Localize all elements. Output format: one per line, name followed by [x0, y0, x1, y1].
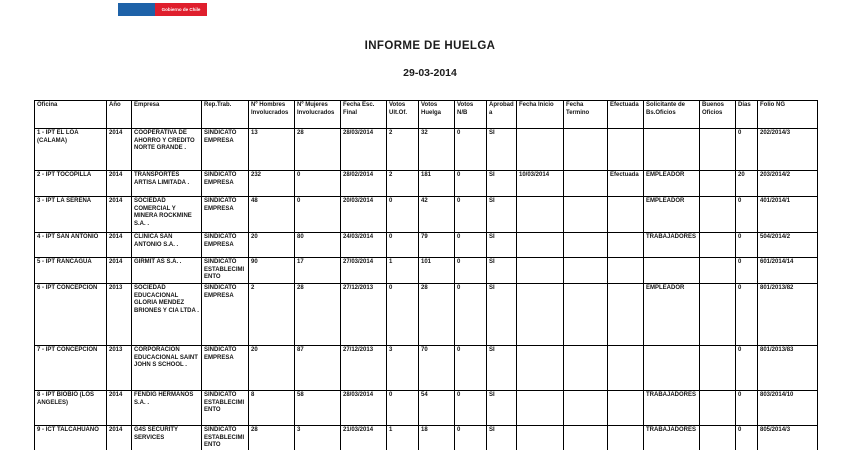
table-cell: 0 — [736, 391, 758, 426]
table-cell: 8 - IPT BIOBIO (LOS ANGELES) — [35, 391, 107, 426]
table-cell: SINDICATO EMPRESA — [202, 346, 249, 391]
table-cell — [517, 426, 564, 450]
table-cell: 21/03/2014 — [341, 426, 387, 450]
table-cell: 2014 — [107, 197, 132, 233]
table-cell: 20 — [249, 233, 295, 258]
table-cell: 0 — [736, 233, 758, 258]
table-cell: 0 — [455, 129, 487, 171]
table-cell — [564, 233, 608, 258]
table-cell: 2014 — [107, 426, 132, 450]
table-cell — [517, 391, 564, 426]
table-cell: 20 — [736, 171, 758, 197]
table-cell: 803/2014/10 — [758, 391, 818, 426]
table-cell: 28 — [295, 284, 341, 346]
table-cell: 2014 — [107, 391, 132, 426]
table-cell: SI — [487, 346, 517, 391]
table-cell: TRABAJADORES — [644, 391, 700, 426]
logo-red-block — [155, 3, 207, 16]
logo-text: Gobierno de Chile — [161, 7, 201, 12]
table-cell: 801/2013/82 — [758, 284, 818, 346]
table-cell: 79 — [419, 233, 455, 258]
table-cell: 232 — [249, 171, 295, 197]
table-cell: 2013 — [107, 284, 132, 346]
table-cell: SOCIEDAD EDUCACIONAL GLORIA MENDEZ BRIONES Y CIA LTDA . — [132, 284, 202, 346]
table-cell: 24/03/2014 — [341, 233, 387, 258]
table-cell: 2 - IPT TOCOPILLA — [35, 171, 107, 197]
column-header: Nº Mujeres Involucrados — [295, 101, 341, 129]
table-cell: 0 — [295, 197, 341, 233]
table-cell — [517, 197, 564, 233]
table-cell — [517, 284, 564, 346]
table-cell: SI — [487, 258, 517, 284]
table-row — [35, 284, 818, 346]
table-cell: 101 — [419, 258, 455, 284]
table-row — [35, 258, 818, 284]
table-cell: 20 — [249, 346, 295, 391]
table-cell — [517, 346, 564, 391]
table-cell: 10/03/2014 — [517, 171, 564, 197]
table-cell — [644, 346, 700, 391]
table-cell — [700, 171, 736, 197]
table-cell: 0 — [455, 171, 487, 197]
table-cell: 27/12/2013 — [341, 284, 387, 346]
table-cell: 3 - IPT LA SERENA — [35, 197, 107, 233]
table-cell: FENDIG HERMANOS S.A. . — [132, 391, 202, 426]
column-header: Votos N/B — [455, 101, 487, 129]
table-row — [35, 426, 818, 450]
table-cell: EMPLEADOR — [644, 197, 700, 233]
table-cell: 5 - IPT RANCAGUA — [35, 258, 107, 284]
table-cell: 3 — [295, 426, 341, 450]
table-cell: 0 — [736, 284, 758, 346]
logo-blue-block — [118, 3, 155, 16]
table-cell: TRABAJADORES — [644, 426, 700, 450]
table-cell — [700, 346, 736, 391]
table-cell: COOPERATIVA DE AHORRO Y CREDITO NORTE GRANDE . — [132, 129, 202, 171]
table-cell: 0 — [387, 391, 419, 426]
table-cell: CORPORACION EDUCACIONAL SAINT JOHN S SCHOOL . — [132, 346, 202, 391]
table-cell: 3 — [387, 346, 419, 391]
column-header: Solicitante de Bs.Oficios — [644, 101, 700, 129]
table-cell: 28/03/2014 — [341, 129, 387, 171]
table-cell: 0 — [736, 426, 758, 450]
table-cell: SINDICATO EMPRESA — [202, 197, 249, 233]
table-cell — [700, 391, 736, 426]
table-cell — [644, 258, 700, 284]
column-header: Oficina — [35, 101, 107, 129]
table-cell: 28 — [419, 284, 455, 346]
table-cell: EMPLEADOR — [644, 171, 700, 197]
table-cell: EMPLEADOR — [644, 284, 700, 346]
table-cell: SINDICATO EMPRESA — [202, 233, 249, 258]
table-cell: 0 — [455, 258, 487, 284]
page-title: INFORME DE HUELGA — [364, 40, 496, 52]
table-cell: 0 — [455, 346, 487, 391]
table-cell — [608, 346, 644, 391]
table-cell: 2014 — [107, 171, 132, 197]
column-header: Empresa — [132, 101, 202, 129]
table-cell: 2013 — [107, 346, 132, 391]
column-header: Rep.Trab. — [202, 101, 249, 129]
table-cell: 4 - IPT SAN ANTONIO — [35, 233, 107, 258]
column-header: Año — [107, 101, 132, 129]
table-cell: 0 — [455, 197, 487, 233]
table-cell — [517, 258, 564, 284]
table-cell — [564, 391, 608, 426]
table-cell: 58 — [295, 391, 341, 426]
table-cell — [644, 129, 700, 171]
table-cell: 601/2014/14 — [758, 258, 818, 284]
table-cell: 6 - IPT CONCEPCION — [35, 284, 107, 346]
table-cell: SINDICATO ESTABLECIMIENTO — [202, 258, 249, 284]
table-cell: 2 — [249, 284, 295, 346]
table-cell: 87 — [295, 346, 341, 391]
table-cell: 0 — [455, 391, 487, 426]
table-cell: SI — [487, 391, 517, 426]
table-cell: 28/03/2014 — [341, 391, 387, 426]
table-row — [35, 197, 818, 233]
table-cell — [564, 346, 608, 391]
gobierno-de-chile-logo — [118, 3, 207, 16]
table-cell: 1 — [387, 426, 419, 450]
table-cell: SINDICATO EMPRESA — [202, 171, 249, 197]
table-cell — [700, 233, 736, 258]
table-cell — [700, 426, 736, 450]
table-cell: 2014 — [107, 233, 132, 258]
column-header: Efectuada — [608, 101, 644, 129]
table-cell: 2 — [387, 171, 419, 197]
table-cell: 0 — [455, 233, 487, 258]
table-cell: Efectuada — [608, 171, 644, 197]
column-header: Votos Huelga — [419, 101, 455, 129]
table-cell — [608, 258, 644, 284]
table-cell: 28/02/2014 — [341, 171, 387, 197]
table-cell: SI — [487, 284, 517, 346]
table-cell: 17 — [295, 258, 341, 284]
table-header-row — [35, 101, 818, 129]
table-cell — [608, 197, 644, 233]
table-cell: 2014 — [107, 129, 132, 171]
table-cell: 27/03/2014 — [341, 258, 387, 284]
table-cell — [564, 129, 608, 171]
table-cell: 54 — [419, 391, 455, 426]
table-cell: 1 - IPT EL LOA (CALAMA) — [35, 129, 107, 171]
table-cell: SI — [487, 233, 517, 258]
table-cell: G4S SECURITY SERVICES — [132, 426, 202, 450]
column-header: Fecha Inicio — [517, 101, 564, 129]
table-cell: 2 — [387, 129, 419, 171]
table-cell — [608, 233, 644, 258]
table-cell — [700, 129, 736, 171]
table-cell: 801/2013/83 — [758, 346, 818, 391]
table-cell: 1 — [387, 258, 419, 284]
table-cell: 401/2014/1 — [758, 197, 818, 233]
column-header: Folio NG — [758, 101, 818, 129]
table-cell: 203/2014/2 — [758, 171, 818, 197]
table-cell: 0 — [736, 258, 758, 284]
strike-report-table — [34, 100, 818, 450]
table-cell — [700, 284, 736, 346]
table-cell: 70 — [419, 346, 455, 391]
column-header: Días — [736, 101, 758, 129]
table-row — [35, 171, 818, 197]
table-cell: SI — [487, 426, 517, 450]
table-cell — [700, 258, 736, 284]
table-cell — [517, 129, 564, 171]
table-cell: 80 — [295, 233, 341, 258]
table-cell: 32 — [419, 129, 455, 171]
table-cell: 18 — [419, 426, 455, 450]
table-cell — [517, 233, 564, 258]
table-row — [35, 391, 818, 426]
table-cell: 8 — [249, 391, 295, 426]
table-cell: 7 - IPT CONCEPCION — [35, 346, 107, 391]
table-cell: 28 — [249, 426, 295, 450]
table-row — [35, 129, 818, 171]
table-cell — [564, 171, 608, 197]
table-cell: 90 — [249, 258, 295, 284]
table-cell: 27/12/2013 — [341, 346, 387, 391]
table-cell: 181 — [419, 171, 455, 197]
table-row — [35, 346, 818, 391]
table-cell — [564, 426, 608, 450]
table-cell: GIRMIT AS S.A. . — [132, 258, 202, 284]
table-cell — [564, 284, 608, 346]
table-cell: 13 — [249, 129, 295, 171]
table-cell — [564, 197, 608, 233]
table-cell: TRANSPORTES ARTISA LIMITADA . — [132, 171, 202, 197]
column-header: Aprobada — [487, 101, 517, 129]
table-cell: 0 — [736, 346, 758, 391]
table-cell: SINDICATO ESTABLECIMIENTO — [202, 426, 249, 450]
table-cell: 805/2014/3 — [758, 426, 818, 450]
table-cell — [608, 284, 644, 346]
table-cell — [564, 258, 608, 284]
table-cell: SI — [487, 129, 517, 171]
table-cell — [608, 129, 644, 171]
table-cell — [700, 197, 736, 233]
table-cell: 9 - ICT TALCAHUANO — [35, 426, 107, 450]
table-cell: 28 — [295, 129, 341, 171]
table-cell: CLINICA SAN ANTONIO S.A. . — [132, 233, 202, 258]
column-header: Fecha Termino — [564, 101, 608, 129]
table-cell: 0 — [455, 426, 487, 450]
table-cell: SI — [487, 197, 517, 233]
column-header: Nº Hombres Involucrados — [249, 101, 295, 129]
table-cell — [608, 426, 644, 450]
table-cell: SINDICATO EMPRESA — [202, 284, 249, 346]
table-cell: SOCIEDAD COMERCIAL Y MINERA ROCKMINE S.A. . — [132, 197, 202, 233]
table-cell: SINDICATO EMPRESA — [202, 129, 249, 171]
table-cell: 0 — [387, 197, 419, 233]
column-header: Votos Ult.Of. — [387, 101, 419, 129]
table-cell — [608, 391, 644, 426]
table-cell: 48 — [249, 197, 295, 233]
report-date: 29-03-2014 — [403, 67, 457, 79]
column-header: Fecha Esc. Final — [341, 101, 387, 129]
table-cell: 504/2014/2 — [758, 233, 818, 258]
table-cell: 0 — [455, 284, 487, 346]
table-cell: SINDICATO ESTABLECIMIENTO — [202, 391, 249, 426]
column-header: Buenos Oficios — [700, 101, 736, 129]
table-cell: SI — [487, 171, 517, 197]
table-cell: 2014 — [107, 258, 132, 284]
table-cell: 0 — [295, 171, 341, 197]
table-row — [35, 233, 818, 258]
table-cell: 0 — [736, 129, 758, 171]
table-cell: 0 — [387, 233, 419, 258]
table-cell: 0 — [736, 197, 758, 233]
table-cell: TRABAJADORES — [644, 233, 700, 258]
table-cell: 42 — [419, 197, 455, 233]
table-cell: 0 — [387, 284, 419, 346]
table-cell: 20/03/2014 — [341, 197, 387, 233]
table-cell: 202/2014/3 — [758, 129, 818, 171]
